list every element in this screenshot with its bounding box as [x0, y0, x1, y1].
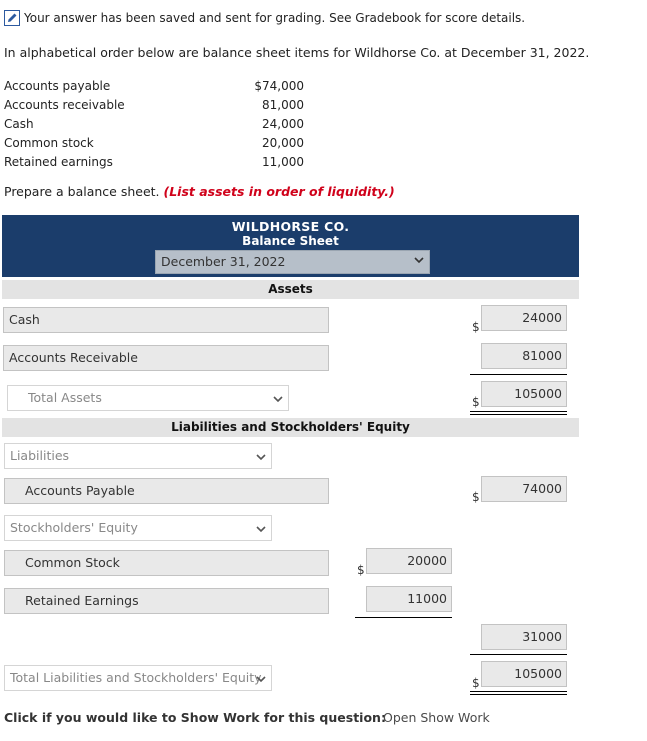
item-label: Cash [4, 117, 34, 131]
stockholders-equity-label: Stockholders' Equity [10, 520, 138, 535]
saved-notice-text: Your answer has been saved and sent for grading. See Gradebook for score details. [24, 11, 526, 25]
item-amount: 20,000 [262, 136, 304, 150]
item-list [4, 77, 304, 172]
assets-heading: Assets [2, 280, 579, 299]
total-assets-label: Total Assets [28, 390, 102, 405]
accounts-payable-field[interactable]: Accounts Payable [4, 478, 329, 504]
liabilities-dropdown[interactable] [4, 443, 272, 469]
stockholders-equity-dropdown[interactable] [4, 515, 272, 541]
cash-account-field[interactable]: Cash [3, 307, 329, 333]
common-stock-field[interactable]: Common Stock [4, 550, 329, 576]
item-label: Retained earnings [4, 155, 113, 169]
subtotal-underline [470, 654, 567, 655]
instructions-note: (List assets in order of liquidity.) [163, 184, 395, 199]
intro-text: In alphabetical order below are balance sheet items for Wildhorse Co. at December 31, 2022. [4, 45, 590, 60]
list-item [4, 115, 304, 134]
accounts-receivable-amount-input[interactable]: 81000 [481, 343, 567, 369]
list-item [4, 134, 304, 153]
company-name: WILDHORSE CO. [231, 219, 350, 234]
subtotal-underline [355, 617, 452, 618]
dollar-sign: $ [472, 320, 480, 334]
cash-amount-input[interactable]: 24000 [481, 305, 567, 331]
retained-earnings-field[interactable]: Retained Earnings [4, 588, 329, 614]
total-double-underline [470, 691, 567, 695]
total-liabilities-equity-label: Total Liabilities and Stockholders' Equity [10, 670, 262, 685]
liabilities-equity-heading: Liabilities and Stockholders' Equity [2, 418, 579, 437]
chevron-down-icon [256, 674, 266, 684]
chevron-down-icon [256, 452, 266, 462]
retained-earnings-amount-input[interactable]: 11000 [366, 586, 452, 612]
liabilities-label: Liabilities [10, 448, 70, 463]
date-dropdown-value: December 31, 2022 [161, 254, 286, 269]
item-amount: 11,000 [262, 155, 304, 169]
total-assets-amount-input[interactable]: 105000 [481, 381, 567, 407]
chevron-down-icon [256, 524, 266, 534]
total-stockholders-equity-amount-input[interactable]: 31000 [481, 624, 567, 650]
subtotal-underline [470, 374, 567, 375]
item-label: Accounts receivable [4, 98, 125, 112]
dollar-sign: $ [357, 563, 365, 577]
show-work-prompt: Click if you would like to Show Work for this question: [4, 710, 386, 725]
total-liabilities-equity-dropdown[interactable] [4, 665, 272, 691]
statement-title: Balance Sheet [242, 234, 339, 248]
list-item [4, 153, 304, 172]
item-amount: 24,000 [262, 117, 304, 131]
accounts-payable-amount-input[interactable]: 74000 [481, 476, 567, 502]
item-amount: $74,000 [254, 79, 304, 93]
saved-notice [4, 10, 525, 26]
list-item [4, 77, 304, 96]
total-liabilities-equity-amount-input[interactable]: 105000 [481, 661, 567, 687]
item-label: Accounts payable [4, 79, 111, 93]
dollar-sign: $ [472, 676, 480, 690]
instructions [4, 184, 395, 199]
common-stock-amount-input[interactable]: 20000 [366, 548, 452, 574]
total-double-underline [470, 411, 567, 415]
chevron-down-icon [273, 394, 283, 404]
open-show-work-link[interactable]: Open Show Work [383, 710, 490, 725]
list-item [4, 96, 304, 115]
pencil-edit-icon [4, 10, 20, 26]
item-label: Common stock [4, 136, 94, 150]
total-assets-dropdown[interactable] [7, 385, 289, 411]
balance-sheet-header [2, 215, 579, 277]
date-dropdown[interactable] [155, 250, 430, 274]
dollar-sign: $ [472, 490, 480, 504]
item-amount: 81,000 [262, 98, 304, 112]
accounts-receivable-field[interactable]: Accounts Receivable [3, 345, 329, 371]
dollar-sign: $ [472, 395, 480, 409]
instructions-text: Prepare a balance sheet. [4, 184, 160, 199]
chevron-down-icon [414, 255, 424, 265]
